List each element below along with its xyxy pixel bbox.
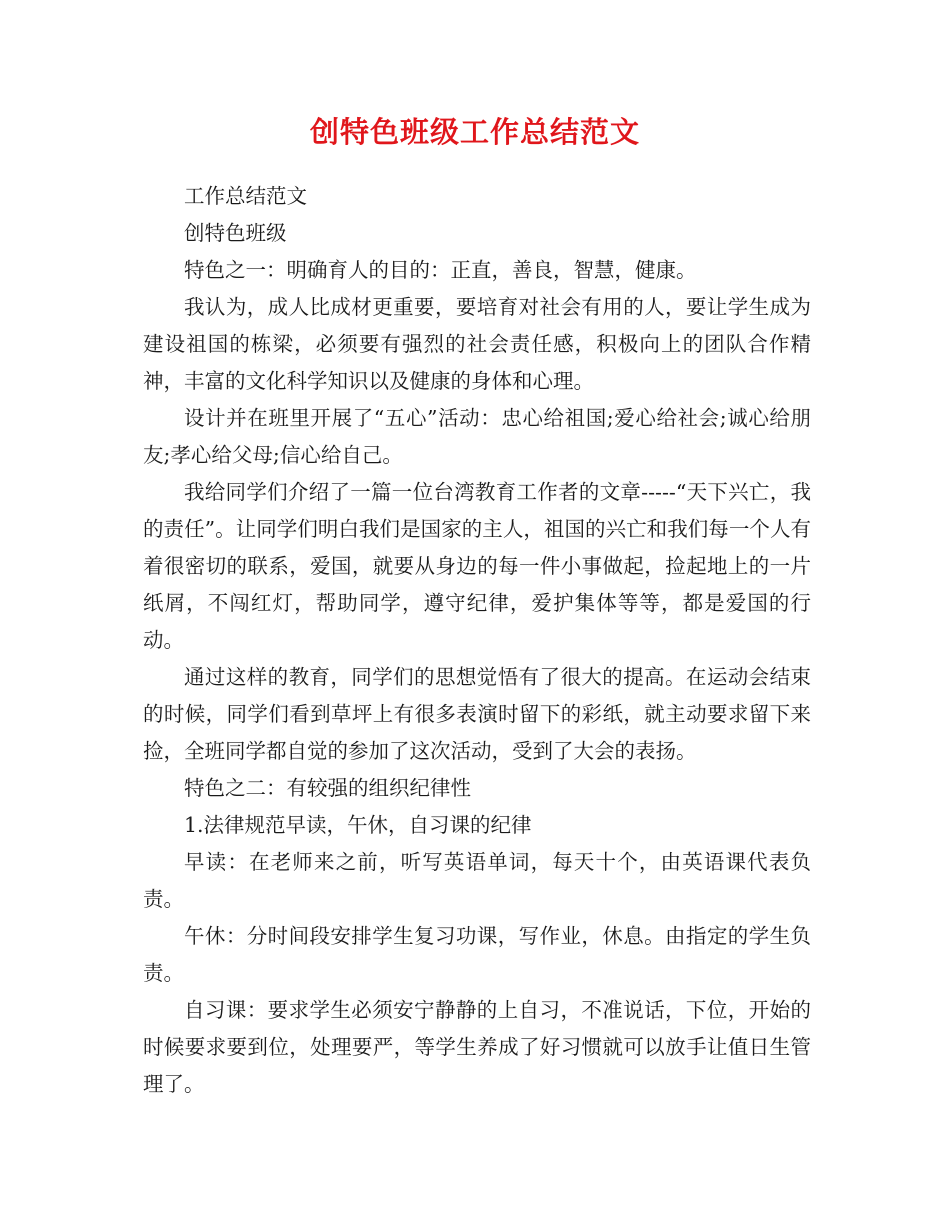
document-title: 创特色班级工作总结范文 — [309, 115, 640, 149]
paragraph-self-study: 自习课：要求学生必须安宁静静的上自习，不准说话，下位，开始的时候要求要到位，处理要严，等学生养成了好习惯就可以放手让值日生管理了。 — [143, 998, 811, 1096]
paragraph-noon-break: 午休：分时间段安排学生复习功课，写作业，休息。由指定的学生负责。 — [143, 924, 811, 985]
paragraph-feature-one: 特色之一：明确育人的目的：正直，善良，智慧，健康。 — [184, 258, 697, 282]
paragraph-feature-two: 特色之二：有较强的组织纪律性 — [184, 776, 471, 800]
paragraph-education-result: 通过这样的教育，同学们的思想觉悟有了很大的提高。在运动会结束的时候，同学们看到草坪上有很多表演时留下的彩纸，就主动要求留下来捡，全班同学都自觉的参加了这次活动，受到了大会的表扬。 — [143, 665, 811, 763]
paragraph-heading-class: 创特色班级 — [184, 221, 287, 245]
paragraph-article: 我给同学们介绍了一篇一位台湾教育工作者的文章-----“天下兴亡，我的责任”。让同学们明白我们是国家的主人，祖国的兴亡和我们每一个人有着很密切的联系，爱国，就要从身边的每一件小事做起，捡起地上的一片纸屑，不闯红灯，帮助同学，遵守纪律，爱护集体等等，都是爱国的行动。 — [143, 480, 811, 652]
document-body — [143, 178, 811, 1103]
paragraph-rules: 1.法律规范早读，午休，自习课的纪律 — [184, 813, 532, 837]
paragraph-heading-summary: 工作总结范文 — [184, 184, 307, 208]
paragraph-morning-reading: 早读：在老师来之前，听写英语单词，每天十个，由英语课代表负责。 — [143, 850, 811, 911]
paragraph-opinion: 我认为，成人比成材更重要，要培育对社会有用的人，要让学生成为建设祖国的栋梁，必须要有强烈的社会责任感，积极向上的团队合作精神，丰富的文化科学知识以及健康的身体和心理。 — [143, 295, 811, 393]
paragraph-five-hearts: 设计并在班里开展了“五心”活动：忠心给祖国;爱心给社会;诚心给朋友;孝心给父母;信心给自己。 — [143, 406, 811, 467]
